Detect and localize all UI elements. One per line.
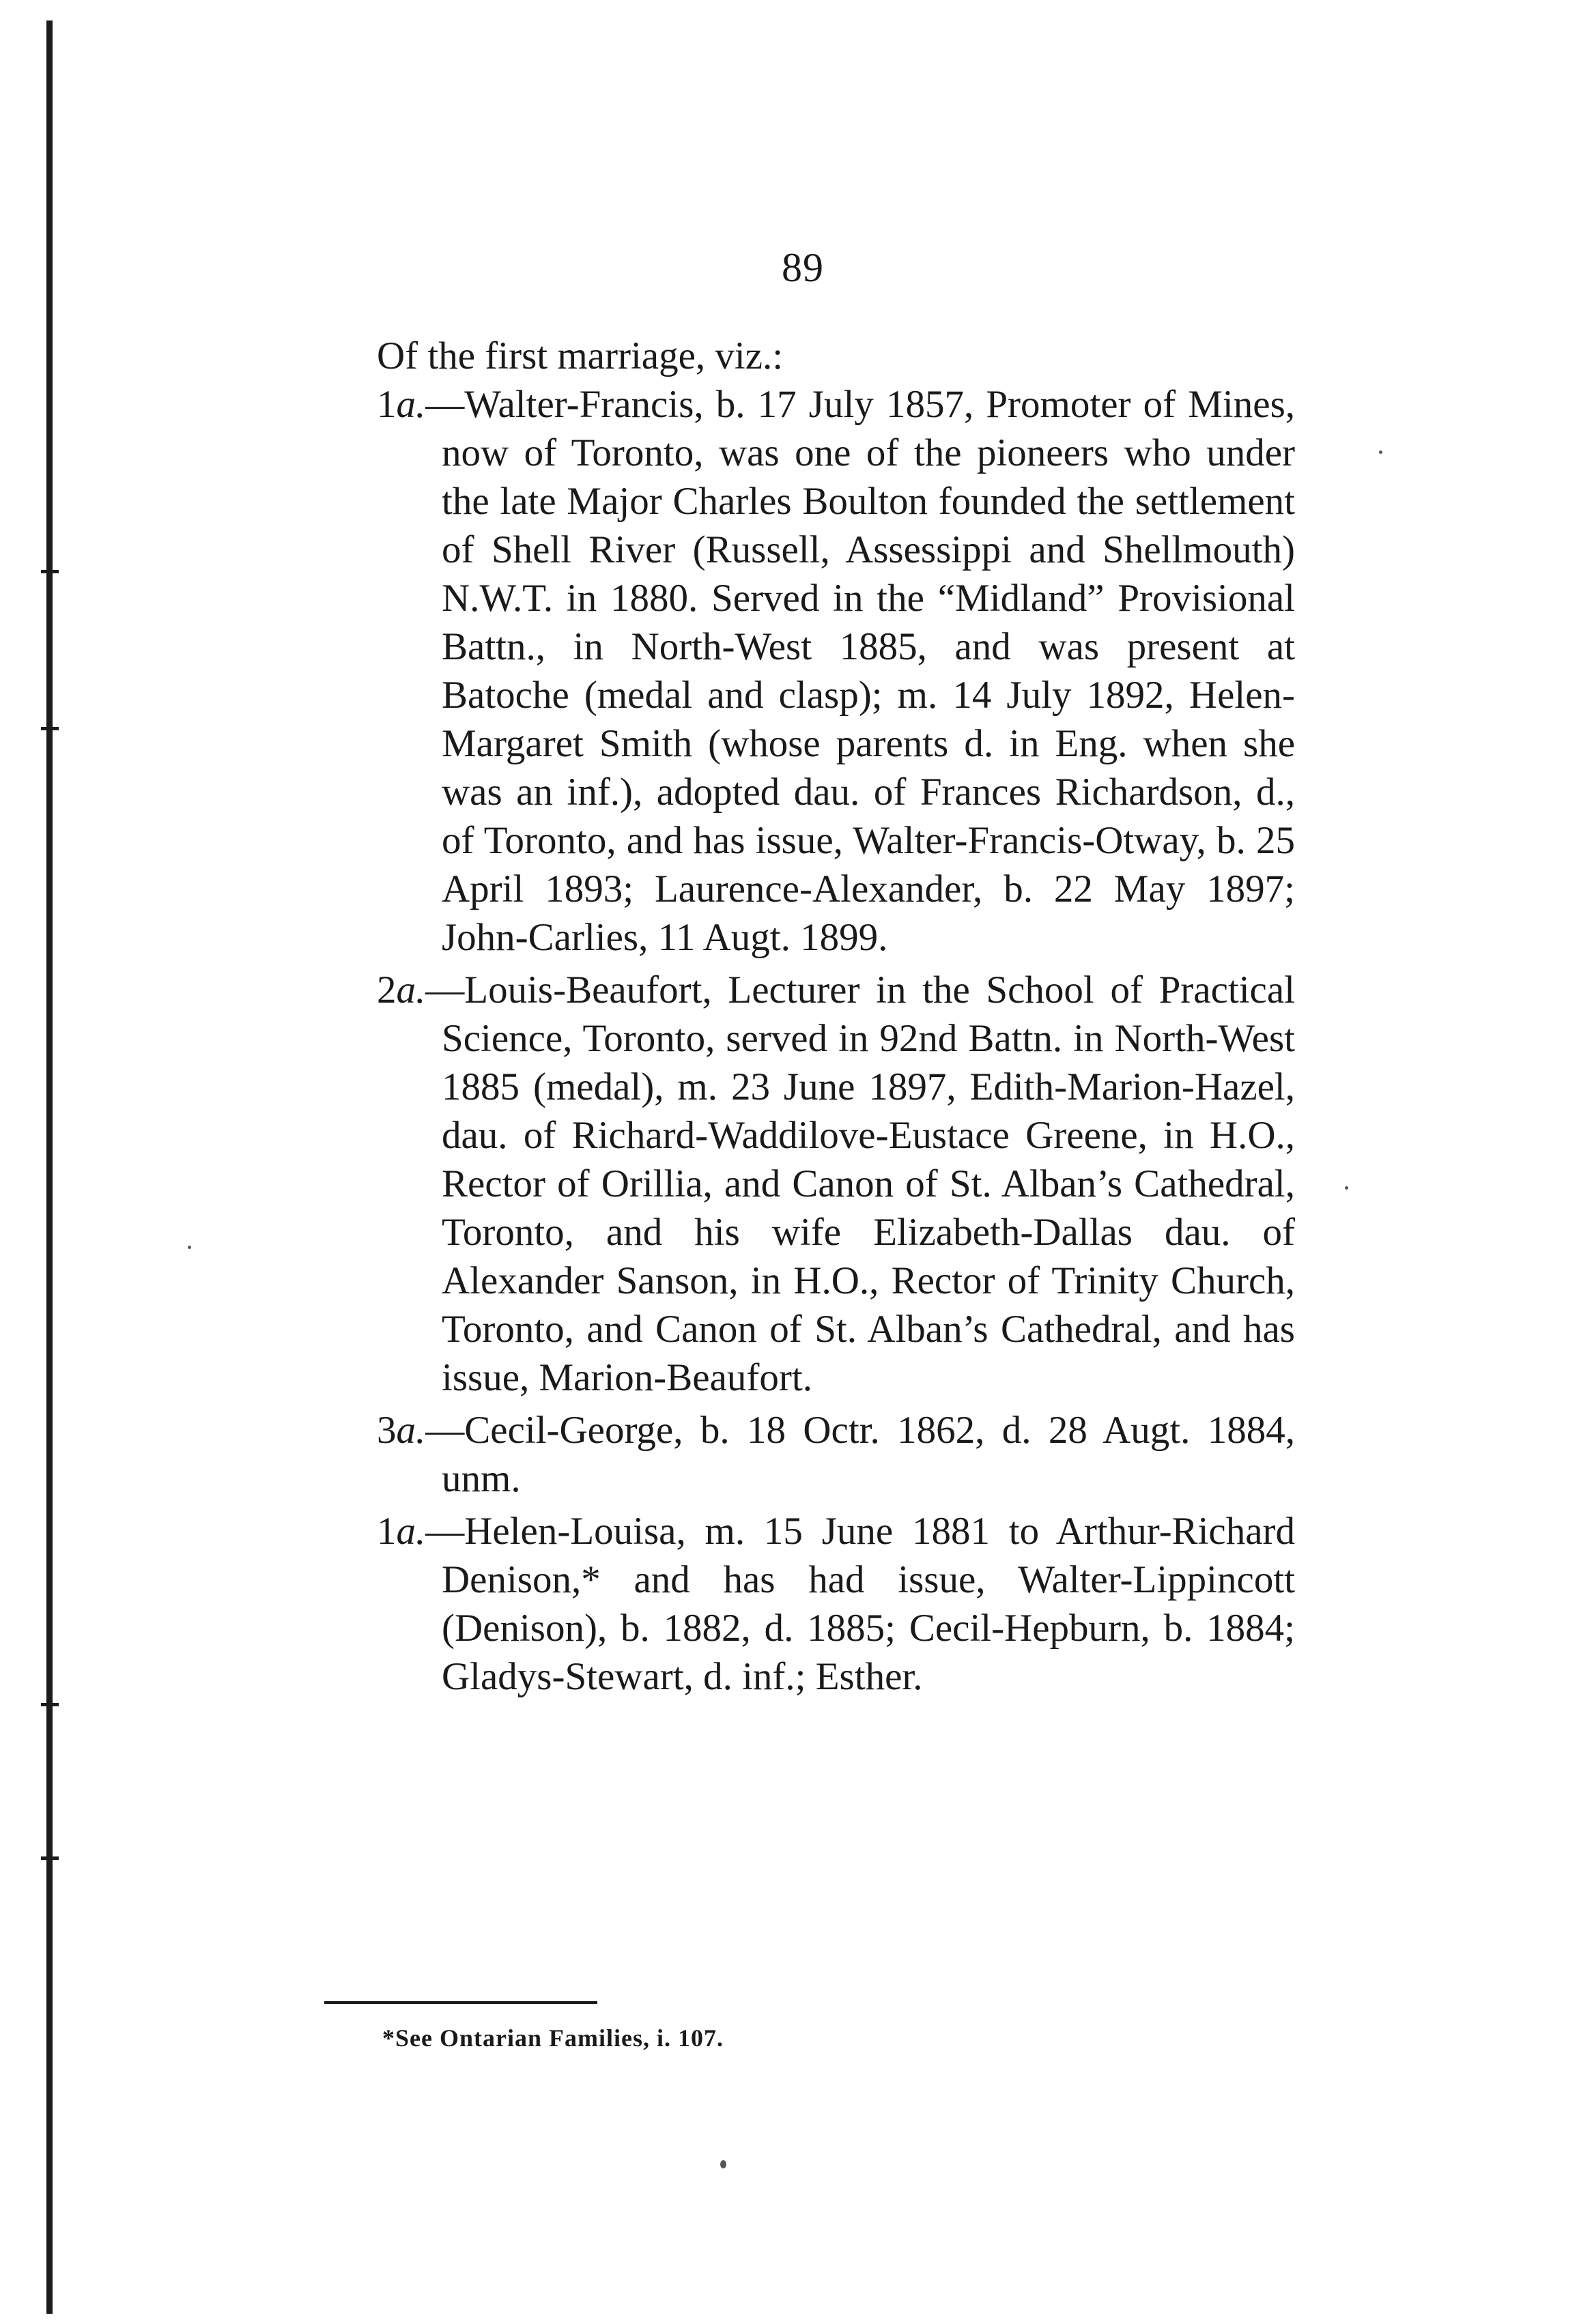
entry-cecil-george <box>377 1406 1295 1503</box>
entry-text: —Cecil-George, b. 18 Octr. 1862, d. 28 Augt. 1884, unm. <box>425 1409 1295 1500</box>
entry-text: —Helen-Louisa, m. 15 June 1881 to Arthur-Richard Denison,* and has had issue, Walter-Lippincott (Denison), b. 1882, d. 1885; Cecil-Hepburn, b. 1884; Gladys-Stewart, d. inf.; Esther. <box>425 1510 1295 1698</box>
footnote: *See Ontarian Families, i. 107. <box>382 2024 724 2052</box>
entry-text: —Louis-Beaufort, Lecturer in the School of Practical Science, Toronto, served in 92nd Battn. in North-West 1885 (medal), m. 23 June 1897, Edith-Marion-Hazel, dau. of Richard-Waddilove-Eustace Greene, in H.O., Rector of Orillia, and Canon of St. Alban’s Cathedral, Toronto, and his wife Elizabeth-Dallas dau. of Alexander Sanson, in H.O., Rector of Trinity Church, Toronto, and Canon of St. Alban’s Cathedral, and has issue, Marion-Beaufort. <box>425 969 1295 1399</box>
binding-mark <box>41 1703 59 1706</box>
binding-mark <box>41 1856 59 1860</box>
intro-line: Of the first marriage, viz.: <box>377 334 784 377</box>
entry-louis-beaufort <box>377 966 1295 1402</box>
scan-speck <box>1379 450 1382 454</box>
footnote-divider <box>324 2001 597 2004</box>
scan-speck <box>188 1246 191 1249</box>
entry-marker: 2a. <box>377 969 426 1012</box>
binding-edge <box>46 20 53 2314</box>
entry-walter-francis <box>377 380 1295 962</box>
scan-speck <box>1345 1186 1348 1190</box>
main-text <box>377 332 1295 1701</box>
entry-marker: 3a. <box>377 1409 426 1452</box>
entry-text: —Walter-Francis, b. 17 July 1857, Promoter of Mines, now of Toronto, was one of the pioneers who under the late Major Charles Boulton founded the settlement of Shell River (Russell, Assessippi and Shellmouth) N.W.T. in 1880. Served in the “Midland” Provisional Battn., in North-West 1885, and was present at Batoche (medal and clasp); m. 14 July 1892, Helen-Margaret Smith (whose parents d. in Eng. when she was an inf.), adopted dau. of Frances Richardson, d., of Toronto, and has issue, Walter-Francis-Otway, b. 25 April 1893; Laurence-Alexander, b. 22 May 1897; John-Carlies, 11 Augt. 1899. <box>425 383 1295 959</box>
scan-speck <box>720 2160 726 2168</box>
entry-marker: 1a. <box>377 383 426 426</box>
binding-mark <box>41 727 59 730</box>
page-number: 89 <box>782 245 824 290</box>
entry-marker: 1a. <box>377 1510 426 1553</box>
entry-helen-louisa <box>377 1507 1295 1701</box>
binding-mark <box>41 570 59 573</box>
